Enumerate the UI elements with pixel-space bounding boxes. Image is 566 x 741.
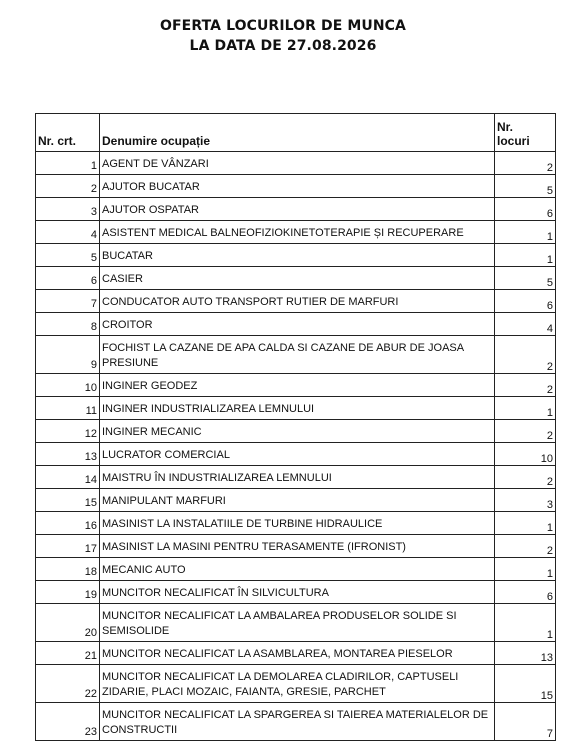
row-places: 6 <box>495 290 556 313</box>
row-places: 2 <box>495 374 556 397</box>
table-row <box>36 558 556 581</box>
row-places: 2 <box>495 466 556 489</box>
row-occupation: MECANIC AUTO <box>100 558 495 581</box>
row-places: 1 <box>495 397 556 420</box>
row-number: 18 <box>36 558 100 581</box>
row-places: 4 <box>495 313 556 336</box>
row-places: 6 <box>495 581 556 604</box>
header-places <box>495 114 556 152</box>
row-number: 23 <box>36 703 100 741</box>
row-places: 2 <box>495 336 556 374</box>
row-places: 1 <box>495 512 556 535</box>
table-row <box>36 198 556 221</box>
row-occupation: LUCRATOR COMERCIAL <box>100 443 495 466</box>
table-row <box>36 221 556 244</box>
row-number: 4 <box>36 221 100 244</box>
row-occupation: MAISTRU ÎN INDUSTRIALIZAREA LEMNULUI <box>100 466 495 489</box>
row-number: 12 <box>36 420 100 443</box>
table-row <box>36 535 556 558</box>
row-places: 1 <box>495 558 556 581</box>
row-places: 1 <box>495 604 556 642</box>
row-occupation: MUNCITOR NECALIFICAT LA SPARGEREA SI TAIEREA MATERIALELOR DE CONSTRUCTII <box>100 703 495 741</box>
header-nr-crt: Nr. crt. <box>36 114 100 152</box>
row-occupation: CONDUCATOR AUTO TRANSPORT RUTIER DE MARFURI <box>100 290 495 313</box>
header-occupation: Denumire ocupație <box>100 114 495 152</box>
row-places: 5 <box>495 175 556 198</box>
row-number: 8 <box>36 313 100 336</box>
row-number: 10 <box>36 374 100 397</box>
row-number: 3 <box>36 198 100 221</box>
row-places: 13 <box>495 642 556 665</box>
row-places: 7 <box>495 703 556 741</box>
row-occupation: MUNCITOR NECALIFICAT ÎN SILVICULTURA <box>100 581 495 604</box>
row-number: 7 <box>36 290 100 313</box>
table-row <box>36 420 556 443</box>
table-row <box>36 703 556 741</box>
table-row <box>36 581 556 604</box>
table-row <box>36 244 556 267</box>
row-places: 5 <box>495 267 556 290</box>
row-occupation: INGINER GEODEZ <box>100 374 495 397</box>
job-offers-table <box>35 113 556 741</box>
row-occupation: MUNCITOR NECALIFICAT LA AMBALAREA PRODUSELOR SOLIDE SI SEMISOLIDE <box>100 604 495 642</box>
row-occupation: BUCATAR <box>100 244 495 267</box>
table-row <box>36 397 556 420</box>
row-places: 1 <box>495 244 556 267</box>
table-row <box>36 175 556 198</box>
table-row <box>36 267 556 290</box>
table-row <box>36 336 556 374</box>
row-number: 19 <box>36 581 100 604</box>
row-occupation: MUNCITOR NECALIFICAT LA ASAMBLAREA, MONTAREA PIESELOR <box>100 642 495 665</box>
row-occupation: AGENT DE VÂNZARI <box>100 152 495 175</box>
row-number: 21 <box>36 642 100 665</box>
row-number: 9 <box>36 336 100 374</box>
row-number: 20 <box>36 604 100 642</box>
row-places: 3 <box>495 489 556 512</box>
row-number: 16 <box>36 512 100 535</box>
row-occupation: INGINER MECANIC <box>100 420 495 443</box>
row-number: 2 <box>36 175 100 198</box>
row-places: 2 <box>495 420 556 443</box>
row-occupation: MASINIST LA INSTALATIILE DE TURBINE HIDRAULICE <box>100 512 495 535</box>
table-row <box>36 374 556 397</box>
row-number: 1 <box>36 152 100 175</box>
row-number: 22 <box>36 665 100 703</box>
document-date: LA DATA DE 27.08.2026 <box>189 38 377 54</box>
row-occupation: AJUTOR BUCATAR <box>100 175 495 198</box>
header-places-line1: Nr. <box>497 120 514 134</box>
table-row <box>36 665 556 703</box>
table-row <box>36 642 556 665</box>
row-occupation: FOCHIST LA CAZANE DE APA CALDA SI CAZANE DE ABUR DE JOASA PRESIUNE <box>100 336 495 374</box>
row-places: 1 <box>495 221 556 244</box>
table-row <box>36 489 556 512</box>
row-number: 17 <box>36 535 100 558</box>
table-row <box>36 290 556 313</box>
row-number: 15 <box>36 489 100 512</box>
row-places: 2 <box>495 152 556 175</box>
row-occupation: MASINIST LA MASINI PENTRU TERASAMENTE (IFRONIST) <box>100 535 495 558</box>
row-places: 10 <box>495 443 556 466</box>
row-places: 15 <box>495 665 556 703</box>
row-number: 14 <box>36 466 100 489</box>
row-occupation: MUNCITOR NECALIFICAT LA DEMOLAREA CLADIRILOR, CAPTUSELI ZIDARIE, PLACI MOZAIC, FAIANTA, GRESIE, PARCHET <box>100 665 495 703</box>
row-places: 6 <box>495 198 556 221</box>
table-row <box>36 466 556 489</box>
row-places: 2 <box>495 535 556 558</box>
table-row <box>36 604 556 642</box>
row-occupation: CROITOR <box>100 313 495 336</box>
row-number: 5 <box>36 244 100 267</box>
table-row <box>36 313 556 336</box>
row-occupation: AJUTOR OSPATAR <box>100 198 495 221</box>
table-row <box>36 443 556 466</box>
document-title: OFERTA LOCURILOR DE MUNCA <box>160 18 406 34</box>
row-number: 13 <box>36 443 100 466</box>
row-occupation: ASISTENT MEDICAL BALNEOFIZIOKINETOTERAPIE ȘI RECUPERARE <box>100 221 495 244</box>
table-header-row <box>36 114 556 152</box>
table-row <box>36 152 556 175</box>
row-occupation: CASIER <box>100 267 495 290</box>
row-number: 6 <box>36 267 100 290</box>
row-number: 11 <box>36 397 100 420</box>
row-occupation: MANIPULANT MARFURI <box>100 489 495 512</box>
row-occupation: INGINER INDUSTRIALIZAREA LEMNULUI <box>100 397 495 420</box>
table-row <box>36 512 556 535</box>
header-places-line2: locuri <box>497 134 530 148</box>
